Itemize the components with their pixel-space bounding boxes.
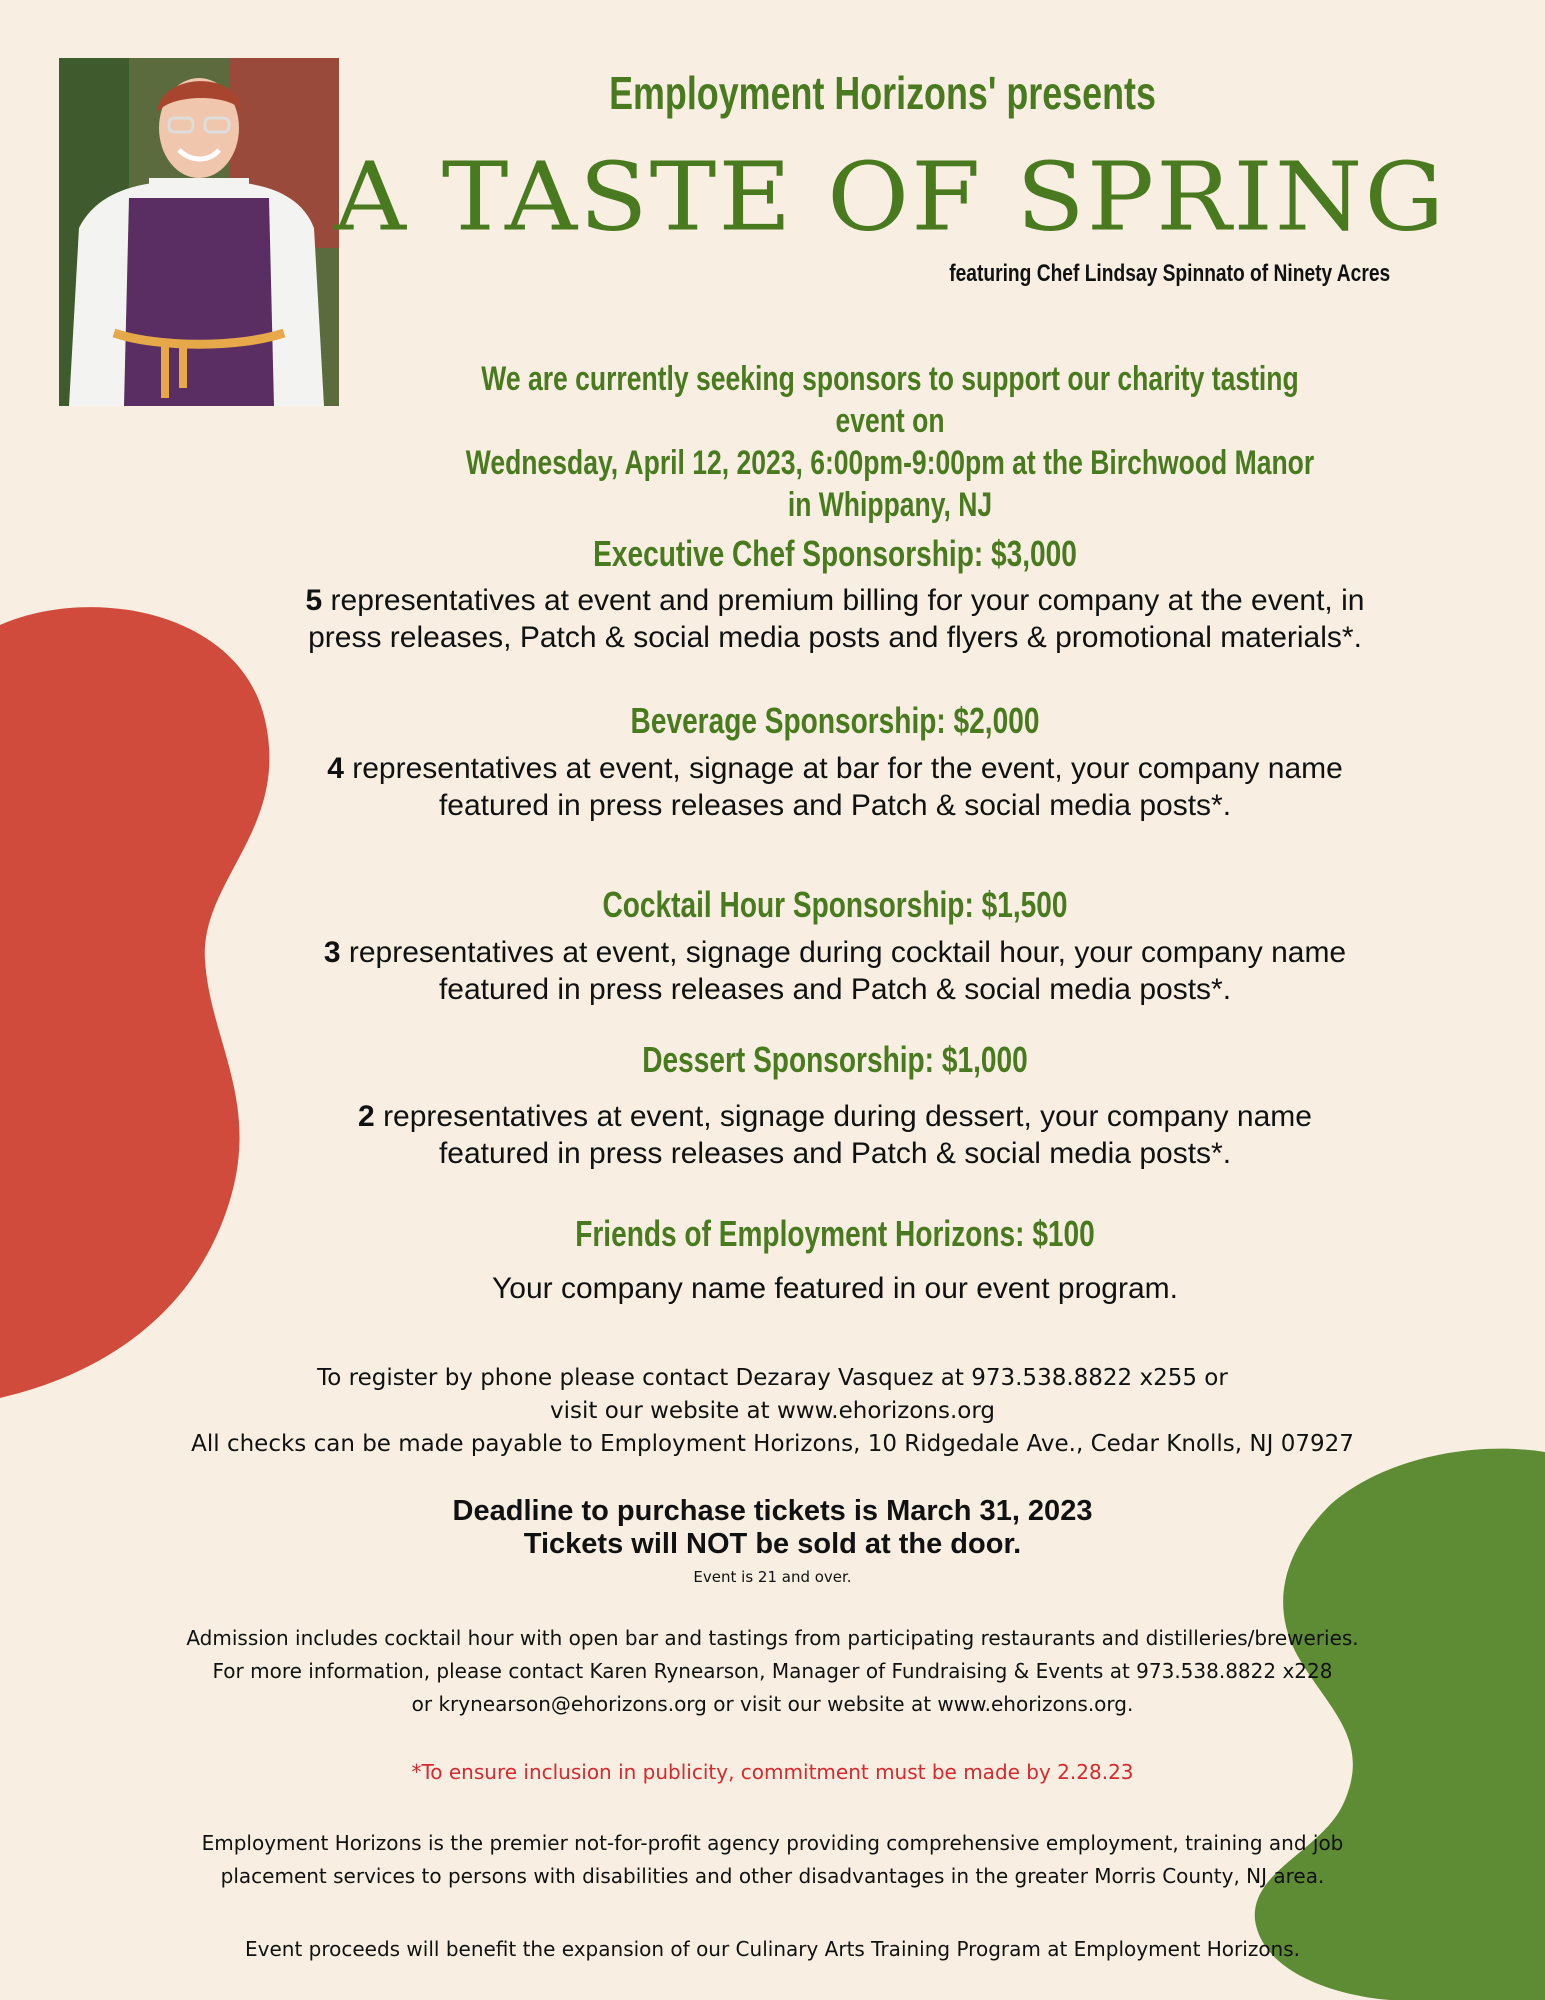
sponsorship-desc-line: featured in press releases and Patch & social media posts*. xyxy=(438,973,1232,1006)
admission-line-2: For more information, please contact Karen Rynearson, Manager of Fundraising & Events at 973.538.8822 x228 xyxy=(212,1659,1333,1683)
tagline-line-1: We are currently seeking sponsors to support our charity tasting event on xyxy=(481,360,1299,440)
sponsorship-desc-line xyxy=(185,1098,1485,1135)
sponsorship-desc-line: featured in press releases and Patch & social media posts*. xyxy=(438,1137,1232,1170)
sponsorship-desc-friends: Your company name featured in our event program. xyxy=(492,1272,1178,1305)
sponsorship-desc-executive-chef xyxy=(185,582,1485,656)
contact-line-3: All checks can be made payable to Employment Horizons, 10 Ridgedale Ave., Cedar Knolls, NJ 07927 xyxy=(191,1431,1354,1457)
proceeds-info: Event proceeds will benefit the expansion of our Culinary Arts Training Program at Employment Horizons. xyxy=(244,1937,1301,1961)
contact-line-2: visit our website at www.ehorizons.org xyxy=(550,1398,995,1424)
featuring-subtitle: featuring Chef Lindsay Spinnato of Ninety Acres xyxy=(949,260,1390,287)
sponsorship-title-cocktail-hour: Cocktail Hour Sponsorship: $1,500 xyxy=(602,884,1068,925)
sponsorship-title-executive-chef: Executive Chef Sponsorship: $3,000 xyxy=(593,533,1077,574)
desc-text: representatives at event and premium billing for your company at the event, in xyxy=(322,584,1365,617)
chef-photo xyxy=(59,58,339,406)
deadline-notice xyxy=(150,1495,1395,1561)
sponsorship-title-dessert: Dessert Sponsorship: $1,000 xyxy=(642,1039,1028,1080)
sponsorship-desc-dessert xyxy=(185,1098,1485,1172)
sponsorship-desc-line: press releases, Patch & social media posts and flyers & promotional materials*. xyxy=(308,621,1362,654)
rep-count: 3 xyxy=(323,936,341,969)
admission-line-3: or krynearson@ehorizons.org or visit our website at www.ehorizons.org. xyxy=(411,1692,1134,1716)
contact-info xyxy=(150,1362,1395,1461)
desc-text: representatives at event, signage at bar for the event, your company name xyxy=(343,752,1343,785)
sponsorship-desc-line xyxy=(185,934,1485,971)
sponsorship-desc-line xyxy=(185,582,1485,619)
presents-heading: Employment Horizons' presents xyxy=(609,67,1156,119)
admission-info xyxy=(150,1622,1395,1721)
event-tagline xyxy=(453,358,1327,526)
deadline-line-2: Tickets will NOT be sold at the door. xyxy=(523,1528,1022,1560)
desc-text: representatives at event, signage during dessert, your company name xyxy=(374,1100,1312,1133)
tagline-line-2: Wednesday, April 12, 2023, 6:00pm-9:00pm at the Birchwood Manor in Whippany, NJ xyxy=(465,444,1315,524)
sponsorship-title-beverage: Beverage Sponsorship: $2,000 xyxy=(630,700,1040,741)
rep-count: 4 xyxy=(327,752,344,785)
event-title: A TASTE OF SPRING xyxy=(333,140,1447,253)
sponsorship-desc-cocktail-hour xyxy=(185,934,1485,1008)
publicity-note: *To ensure inclusion in publicity, commitment must be made by 2.28.23 xyxy=(411,1760,1134,1784)
sponsorship-desc-beverage xyxy=(185,750,1485,824)
sponsorship-title-friends: Friends of Employment Horizons: $100 xyxy=(575,1213,1095,1254)
about-line-2: placement services to persons with disabilities and other disadvantages in the greater Morris County, NJ area. xyxy=(220,1864,1325,1888)
admission-line-1: Admission includes cocktail hour with open bar and tastings from participating restaurants and distilleries/breweries. xyxy=(186,1626,1359,1650)
desc-text: representatives at event, signage during cocktail hour, your company name xyxy=(340,936,1347,969)
deadline-line-1: Deadline to purchase tickets is March 31, 2023 xyxy=(452,1495,1093,1527)
rep-count: 2 xyxy=(358,1100,375,1133)
contact-line-1: To register by phone please contact Dezaray Vasquez at 973.538.8822 x255 or xyxy=(317,1365,1228,1391)
sponsorship-desc-line xyxy=(185,750,1485,787)
about-info xyxy=(150,1827,1395,1893)
about-line-1: Employment Horizons is the premier not-for-profit agency providing comprehensive employment, training and job xyxy=(201,1831,1344,1855)
sponsorship-desc-line: featured in press releases and Patch & social media posts*. xyxy=(438,789,1232,822)
rep-count: 5 xyxy=(305,584,323,617)
age-notice: Event is 21 and over. xyxy=(693,1568,852,1586)
